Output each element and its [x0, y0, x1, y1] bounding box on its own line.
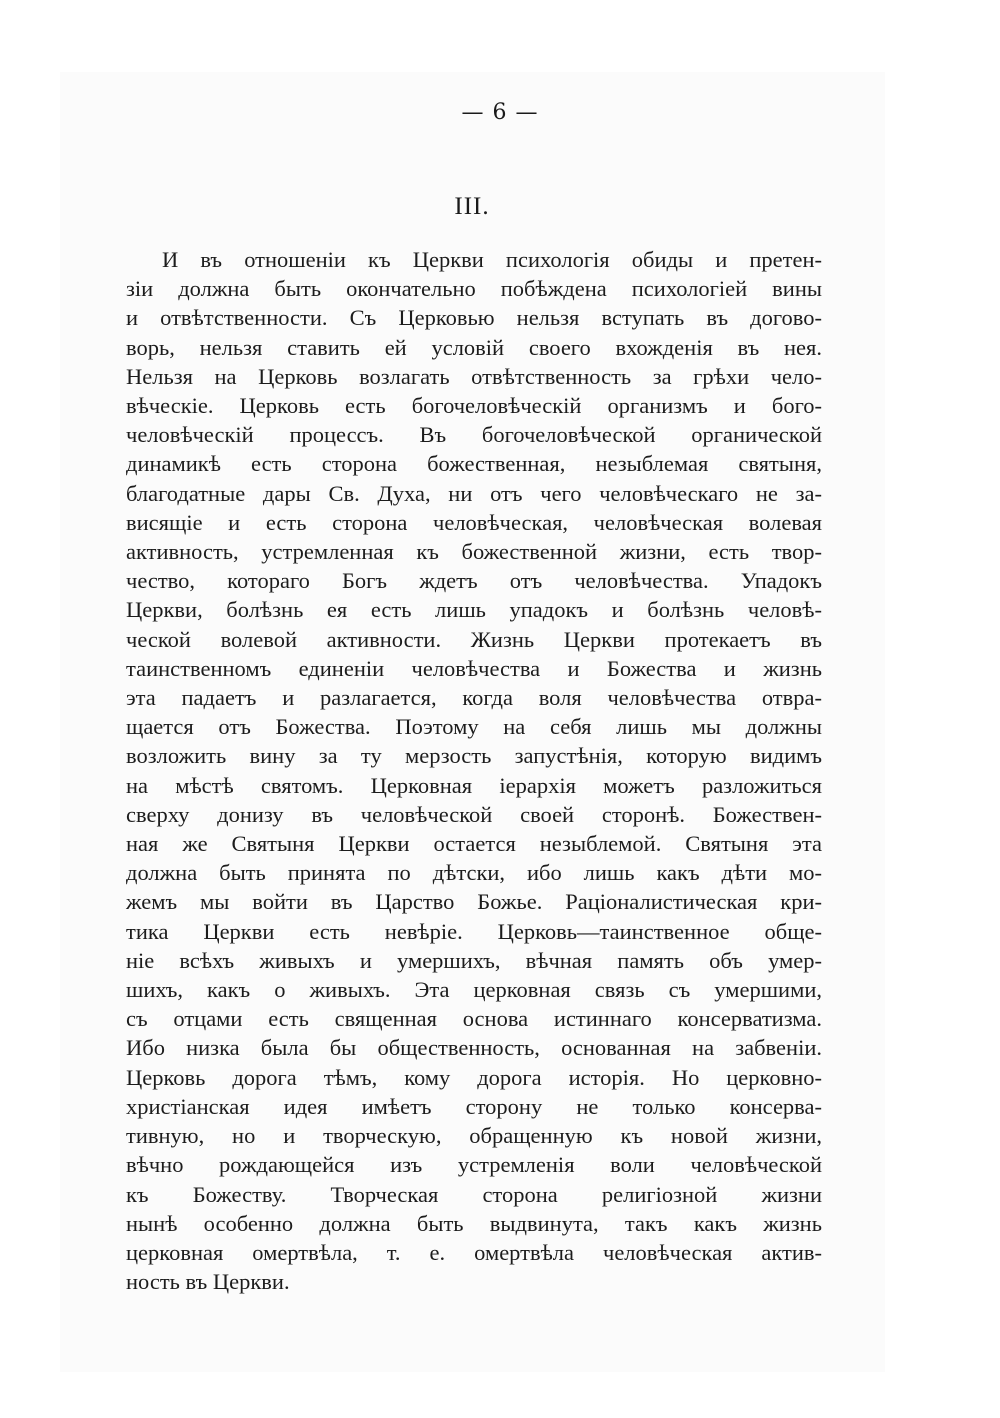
text-line: таинственномъ единеніи человѣчества и Божества и жизнь: [126, 655, 822, 681]
text-line: висящіе и есть сторона человѣческая, человѣческая волевая: [126, 509, 822, 535]
text-line: человѣческій процессъ. Въ богочеловѣческой органической: [126, 422, 822, 448]
text-line: къ Божеству. Творческая сторона религіозной жизни: [126, 1181, 822, 1207]
text-line: динамикѣ есть сторона божественная, незыблемая святыня,: [126, 451, 822, 477]
section-heading: III.: [454, 193, 490, 220]
text-line: ная же Святыня Церкви остается незыблемой. Святыня эта: [126, 831, 822, 857]
text-line: чество, котораго Богъ ждетъ отъ человѣчества. Упадокъ: [126, 568, 822, 594]
text-line: на мѣстѣ святомъ. Церковная іерархія можетъ разложиться: [126, 772, 822, 798]
text-line: тика Церкви есть невѣріе. Церковь—таинственное обще-: [126, 918, 822, 944]
text-line: Церкви, болѣзнь ея есть лишь упадокъ и болѣзнь человѣ-: [126, 597, 822, 623]
text-line: вѣчно рождающейся изъ устремленія воли человѣческой: [126, 1152, 822, 1178]
text-line: и отвѣтственности. Съ Церковью нельзя вступать въ догово-: [126, 305, 822, 331]
text-line: сверху донизу въ человѣческой своей сторонѣ. Божествен-: [126, 801, 822, 827]
text-line: Нельзя на Церковь возлагать отвѣтственность за грѣхи чело-: [126, 363, 822, 389]
text-line: вѣческіе. Церковь есть богочеловѣческій организмъ и бого-: [126, 393, 822, 419]
text-line: съ отцами есть священная основа истиннаго консерватизма.: [126, 1006, 822, 1032]
text-line: ворь, нельзя ставить ей условій своего вхожденія въ нея.: [126, 334, 822, 360]
text-line: эта падаетъ и разлагается, когда воля человѣчества отвра-: [126, 685, 822, 711]
text-line: шихъ, какъ о живыхъ. Эта церковная связь съ умершими,: [126, 977, 822, 1003]
text-line: благодатные дары Св. Духа, ни отъ чего человѣческаго не за-: [126, 480, 822, 506]
text-line: христіанская идея имѣетъ сторону не только консерва-: [126, 1093, 822, 1119]
text-line: возложить вину за ту мерзость запустѣнія, которую видимъ: [126, 743, 822, 769]
text-line: Ибо низка была бы общественность, основанная на забвеніи.: [126, 1035, 822, 1061]
text-line: ческой волевой активности. Жизнь Церкви протекаетъ въ: [126, 626, 822, 652]
text-line: ность въ Церкви.: [126, 1269, 290, 1295]
text-line: нынѣ особенно должна быть выдвинута, такъ какъ жизнь: [126, 1210, 822, 1236]
text-line: должна быть принята по дѣтски, ибо лишь какъ дѣти мо-: [126, 860, 822, 886]
text-line: активность, устремленная къ божественной жизни, есть твор-: [126, 539, 822, 565]
text-line: Церковь дорога тѣмъ, кому дорога исторія. Но церковно-: [126, 1064, 822, 1090]
text-line: ніе всѣхъ живыхъ и умершихъ, вѣчная память объ умер-: [126, 947, 822, 973]
text-line: церковная омертвѣла, т. е. омертвѣла человѣческая актив-: [126, 1239, 822, 1265]
body-paragraph: [126, 245, 822, 1296]
text-line: тивную, но и творческую, обращенную къ новой жизни,: [126, 1123, 822, 1149]
text-line: жемъ мы войти въ Царство Божье. Раціоналистическая кри-: [126, 889, 822, 915]
text-line: зіи должна быть окончательно побѣждена психологіей вины: [126, 276, 822, 302]
text-line: щается отъ Божества. Поэтому на себя лишь мы должны: [126, 714, 822, 740]
text-line: И въ отношеніи къ Церкви психологія обиды и претен-: [162, 247, 822, 272]
page-number: — 6 —: [461, 100, 539, 125]
